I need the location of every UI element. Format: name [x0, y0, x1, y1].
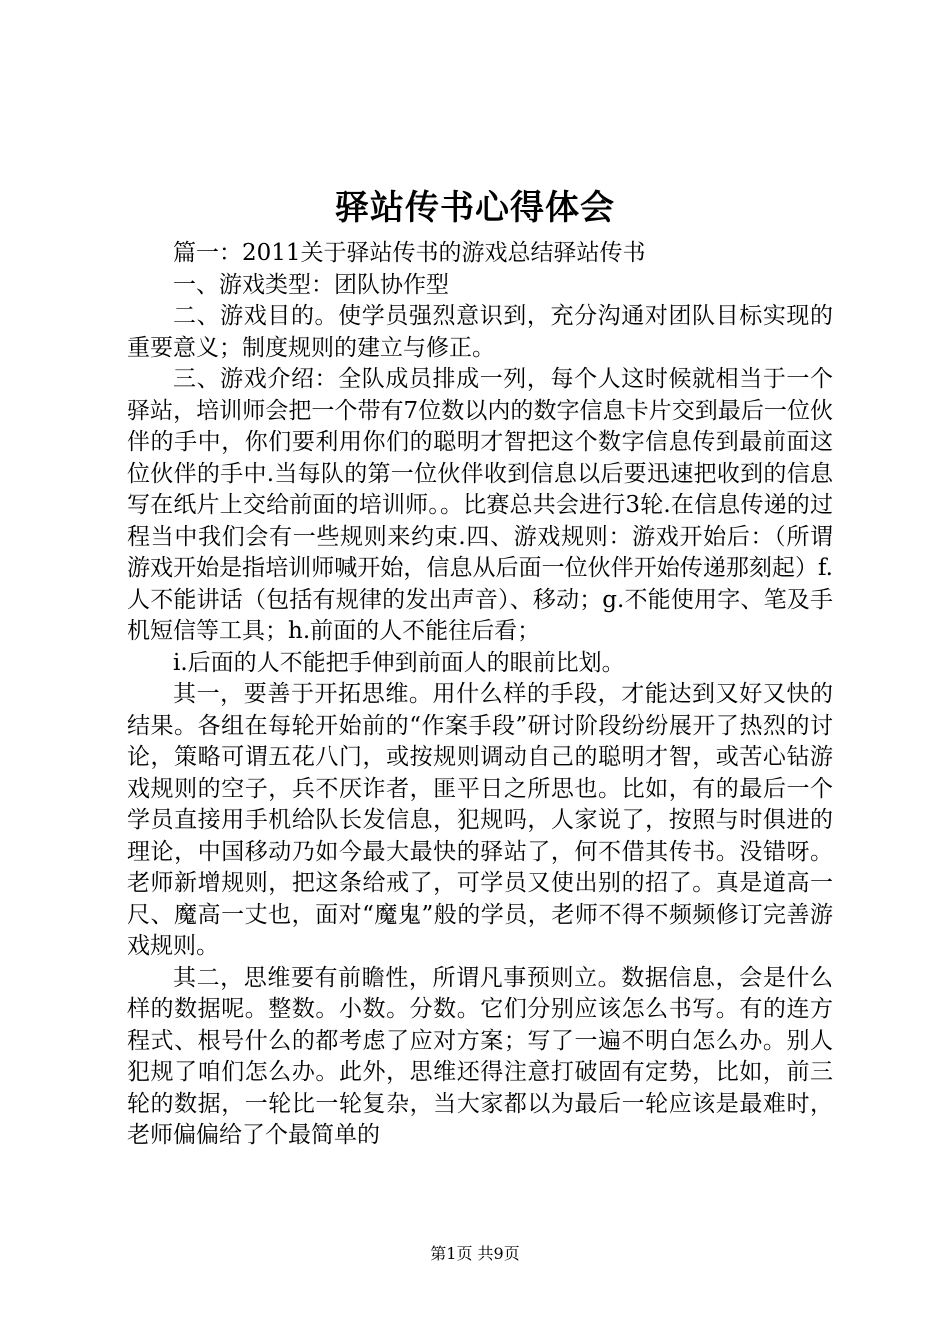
paragraph-point-2: 其二，思维要有前瞻性，所谓凡事预则立。数据信息，会是什么样的数据呢。整数。小数。分数。它们分别应该怎么书写。有的连方程式、根号什么的都考虑了应对方案；写了一遍不明白怎么办。别人犯规了咱们怎么办。此外，思维还得注意打破固有定势，比如，前三轮的数据，一轮比一轮复杂，当大家都以为最后一轮应该是最难时，老师偏偏给了个最简单的: [127, 964, 833, 1148]
paragraph-game-type: 一、游戏类型：团队协作型: [173, 271, 449, 298]
page-footer: 第1页 共9页: [430, 1244, 520, 1263]
paragraph-point-1: 其一，要善于开拓思维。用什么样的手段，才能达到又好又快的结果。各组在每轮开始前的“作案手段”研讨阶段纷纷展开了热烈的讨论，策略可谓五花八门，或按规则调动自己的聪明才智，或苦心钻游戏规则的空子，兵不厌诈者，匪平日之所思也。比如，有的最后一个学员直接用手机给队长发信息，犯规吗，人家说了，按照与时俱进的理论，中国移动乃如今最大最快的驿站了，何不借其传书。没错呀。老师新增规则，把这条给戒了，可学员又使出别的招了。真是道高一尺、魔高一丈也，面对“魔鬼”般的学员，老师不得不频频修订完善游戏规则。: [127, 681, 833, 959]
paragraph-game-purpose: 二、游戏目的。使学员强烈意识到，充分沟通对团队目标实现的重要意义；制度规则的建立与修正。: [127, 303, 833, 361]
paragraph-rule-i: i.后面的人不能把手伸到前面人的眼前比划。: [173, 649, 625, 676]
document-title: 驿站传书心得体会: [335, 188, 615, 228]
document-body: [127, 238, 833, 1152]
paragraph-game-intro: 三、游戏介绍：全队成员排成一列，每个人这时候就相当于一个驿站，培训师会把一个带有7位数以内的数字信息卡片交到最后一位伙伴的手中，你们要利用你们的聪明才智把这个数字信息传到最前面这位伙伴的手中.当每队的第一位伙伴收到信息以后要迅速把收到的信息写在纸片上交给前面的培训师。。比赛总共会进行3轮.在信息传递的过程当中我们会有一些规则来约束.四、游戏规则：游戏开始后：（所谓游戏开始是指培训师喊开始，信息从后面一位伙伴开始传递那刻起）f.人不能讲话（包括有规律的发出声音）、移动；g.不能使用字、笔及手机短信等工具；h.前面的人不能往后看；: [127, 366, 833, 644]
paragraph-heading-1: 篇一：2011关于驿站传书的游戏总结驿站传书: [173, 240, 646, 266]
